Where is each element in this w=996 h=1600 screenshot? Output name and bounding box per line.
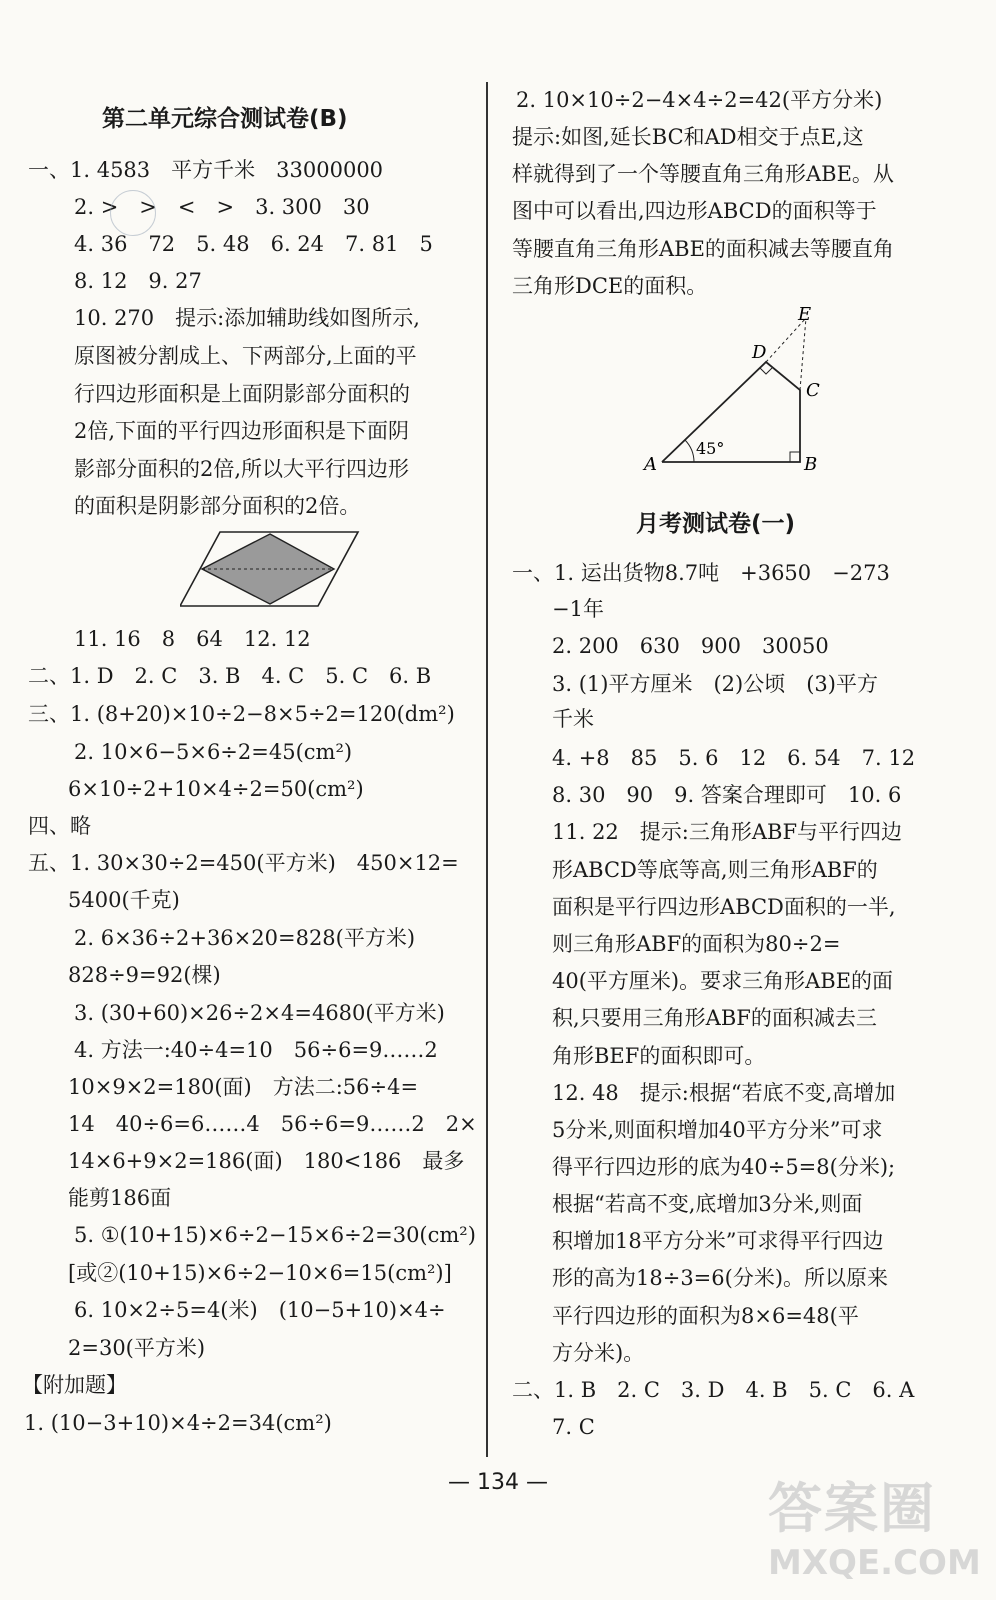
answer-line: 三角形DCE的面积。 [512,274,708,298]
answer-line: 三、1. (8+20)×10÷2−8×5÷2=120(dm²) [28,702,455,726]
answer-line: 14×6+9×2=186(面) 180<186 最多 [68,1149,465,1173]
label-c: C [806,380,820,401]
answer-line: 积,只要用三角形ABF的面积减去三 [552,1006,877,1030]
answer-line: 6×10÷2+10×4÷2=50(cm²) [68,777,364,801]
section-title-left: 第二单元综合测试卷(B) [102,106,348,132]
answer-line: 能剪186面 [68,1186,172,1210]
triangle-figure [636,304,826,476]
answer-line: 10. 270 提示:添加辅助线如图所示, [74,306,420,330]
answer-line: 行四边形面积是上面阴影部分面积的 [74,382,410,406]
parallelogram-figure [180,530,360,610]
answer-line: 2倍,下面的平行四边形面积是下面阴 [74,419,410,443]
answer-line: 8. 12 9. 27 [74,269,202,293]
answer-line: 5分米,则面积增加40平方分米”可求 [552,1118,883,1142]
answer-line: 11. 22 提示:三角形ABF与平行四边 [552,820,903,844]
answer-line: 2. 10×10÷2−4×4÷2=42(平方分米) [516,88,883,112]
answer-line: 4. +8 85 5. 6 12 6. 54 7. 12 [552,746,916,770]
answer-line: 角形BEF的面积即可。 [552,1044,766,1068]
answer-line: 2. 10×6−5×6÷2=45(cm²) [74,740,353,764]
answer-line: 平行四边形的面积为8×6=48(平 [552,1304,859,1328]
label-a: A [644,454,657,475]
answer-line: 2=30(平方米) [68,1336,206,1360]
answer-line: 二、1. D 2. C 3. B 4. C 5. C 6. B [28,664,432,688]
answer-line: [或②(10+15)×6÷2−10×6=15(cm²)] [68,1261,452,1285]
label-e: E [798,304,812,325]
answer-line: 828÷9=92(棵) [68,963,221,987]
answer-line: −1年 [552,597,604,621]
answer-line: 等腰直角三角形ABE的面积减去等腰直角 [512,237,894,261]
answer-line: 一、1. 4583 平方千米 33000000 [28,158,384,182]
answer-line: 5. ①(10+15)×6÷2−15×6÷2=30(cm²) [74,1223,476,1247]
answer-line: 6. 10×2÷5=4(米) (10−5+10)×4÷ [74,1298,446,1322]
answer-line: 8. 30 90 9. 答案合理即可 10. 6 [552,783,902,807]
answer-line: 4. 36 72 5. 48 6. 24 7. 81 5 [74,232,433,256]
section-title-right: 月考测试卷(一) [636,511,796,537]
answer-line: 【附加题】 [22,1373,127,1397]
answer-line: 面积是平行四边形ABCD面积的一半, [552,895,896,919]
watermark-url: MXQE.COM [768,1543,981,1583]
answer-line: 14 40÷6=6……4 56÷6=9……2 2× [68,1112,477,1136]
angle-label: 45° [696,439,725,458]
answer-line: 图中可以看出,四边形ABCD的面积等于 [512,199,877,223]
answer-line: 40(平方厘米)。要求三角形ABE的面 [552,969,894,993]
answer-line: 5400(千克) [68,888,180,912]
answer-line: 12. 48 提示:根据“若底不变,高增加 [552,1081,896,1105]
answer-line: 根据“若高不变,底增加3分米,则面 [552,1192,863,1216]
pencil-mark-stamp [110,190,156,236]
page-number: — 134 — [448,1470,548,1495]
answer-line: 得平行四边形的底为40÷5=8(分米); [552,1155,896,1179]
answer-line: 形的高为18÷3=6(分米)。所以原来 [552,1266,889,1290]
answer-line: 千米 [552,707,594,731]
answer-line: 形ABCD等底等高,则三角形ABF的 [552,858,878,882]
label-b: B [804,454,818,475]
column-divider [486,82,488,1457]
answer-line: 1. (10−3+10)×4÷2=34(cm²) [24,1411,332,1435]
answer-line: 影部分面积的2倍,所以大平行四边形 [74,457,410,481]
label-d: D [752,342,767,363]
watermark-logo-text: 答案圈 [768,1477,936,1540]
answer-line: 4. 方法一:40÷4=10 56÷6=9……2 [74,1038,438,1062]
answer-line: 一、1. 运出货物8.7吨 +3650 −273 [512,561,890,585]
answer-line: 原图被分割成上、下两部分,上面的平 [74,344,417,368]
answer-line: 2. 200 630 900 30050 [552,634,829,658]
answer-line: 积增加18平方分米”可求得平行四边 [552,1229,884,1253]
answer-line: 3. (1)平方厘米 (2)公顷 (3)平方 [552,672,878,696]
answer-line: 7. C [552,1415,595,1439]
site-watermark [768,1466,981,1586]
answer-line: 10×9×2=180(面) 方法二:56÷4= [68,1075,419,1099]
answer-line: 3. (30+60)×26÷2×4=4680(平方米) [74,1001,445,1025]
answer-line: 提示:如图,延长BC和AD相交于点E,这 [512,125,864,149]
answer-line: 的面积是阴影部分面积的2倍。 [74,494,361,518]
answer-line: 四、略 [28,814,91,838]
answer-line: 五、1. 30×30÷2=450(平方米) 450×12= [28,851,459,875]
answer-line: 二、1. B 2. C 3. D 4. B 5. C 6. A [512,1378,915,1402]
answer-line: 2. > > < > 3. 300 30 [74,195,370,219]
answer-line: 则三角形ABF的面积为80÷2= [552,932,841,956]
answer-line: 2. 6×36÷2+36×20=828(平方米) [74,926,416,950]
answer-line: 11. 16 8 64 12. 12 [74,627,311,651]
answer-line: 样就得到了一个等腰直角三角形ABE。从 [512,162,894,186]
answer-line: 方分米)。 [552,1341,645,1365]
